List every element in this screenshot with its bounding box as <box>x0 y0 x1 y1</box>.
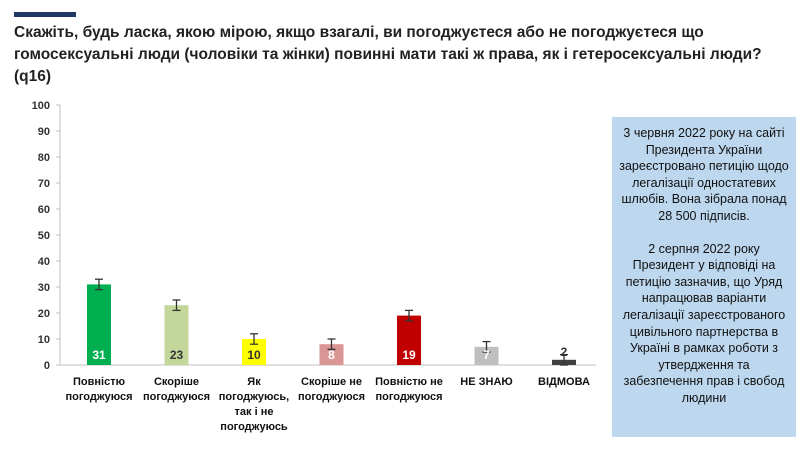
note-paragraph-2: 2 серпня 2022 року Президент у відповіді на петицію зазначив, що Уряд напрацював варіанти легалізації зареєстрованого цивільного партнерства в Україні в рамках роботи з утвердження та забезпечення прав і свобод людини <box>622 241 786 405</box>
bar-value-label: 2 <box>560 344 568 359</box>
header-accent-bar <box>14 12 76 17</box>
y-tick-label: 60 <box>37 204 50 216</box>
category-label: НЕ ЗНАЮ <box>460 376 513 388</box>
category-label: Повністю не <box>375 376 443 388</box>
category-label: Скоріше <box>153 376 200 388</box>
page-title <box>14 22 794 88</box>
category-label: погоджуюсь <box>220 421 288 433</box>
y-tick-label: 50 <box>37 230 50 242</box>
petition-note-box <box>612 117 796 437</box>
note-paragraph-1: 3 червня 2022 року на сайті Президента України зареєстровано петицію щодо легалізації одностатевих шлюбів. Вона зібрала понад 28 500 підписів. <box>619 126 789 223</box>
category-label: Повністю <box>73 376 125 388</box>
y-tick-label: 80 <box>37 152 50 164</box>
category-label: погоджуюся <box>65 391 133 403</box>
title-line-2: гомосексуальні люди (чоловіки та жінки) повинні мати такі ж права, як і гетеросексуальні люди? (q16) <box>14 46 762 85</box>
y-tick-label: 90 <box>37 126 50 138</box>
bar-chart <box>0 95 612 435</box>
bar-value-label: 7 <box>483 348 490 362</box>
category-label: погоджуюсь, <box>218 391 290 403</box>
bar-value-label: 31 <box>92 348 106 362</box>
bar-value-label: 23 <box>169 348 184 362</box>
category-label: ВІДМОВА <box>538 376 590 388</box>
category-label: погоджуюся <box>297 391 366 403</box>
bar-value-label: 19 <box>402 348 416 362</box>
category-label: погоджуюся <box>375 391 443 403</box>
bar-value-label: 10 <box>247 348 261 362</box>
category-label: Скоріше не <box>301 376 362 388</box>
y-tick-label: 0 <box>43 360 50 372</box>
y-tick-label: 20 <box>37 308 50 320</box>
y-tick-label: 40 <box>37 256 50 268</box>
category-label: Як <box>247 376 261 388</box>
category-label: погоджуюся <box>142 391 211 403</box>
bar-value-label: 8 <box>328 348 335 362</box>
y-tick-label: 100 <box>31 100 50 112</box>
y-tick-label: 70 <box>37 178 50 190</box>
title-line-1: Скажіть, будь ласка, якою мірою, якщо взагалі, ви погоджуєтеся або не погоджуєтеся що <box>14 24 704 41</box>
y-tick-label: 30 <box>37 282 50 294</box>
category-label: так і не <box>234 406 274 418</box>
y-tick-label: 10 <box>37 334 50 346</box>
